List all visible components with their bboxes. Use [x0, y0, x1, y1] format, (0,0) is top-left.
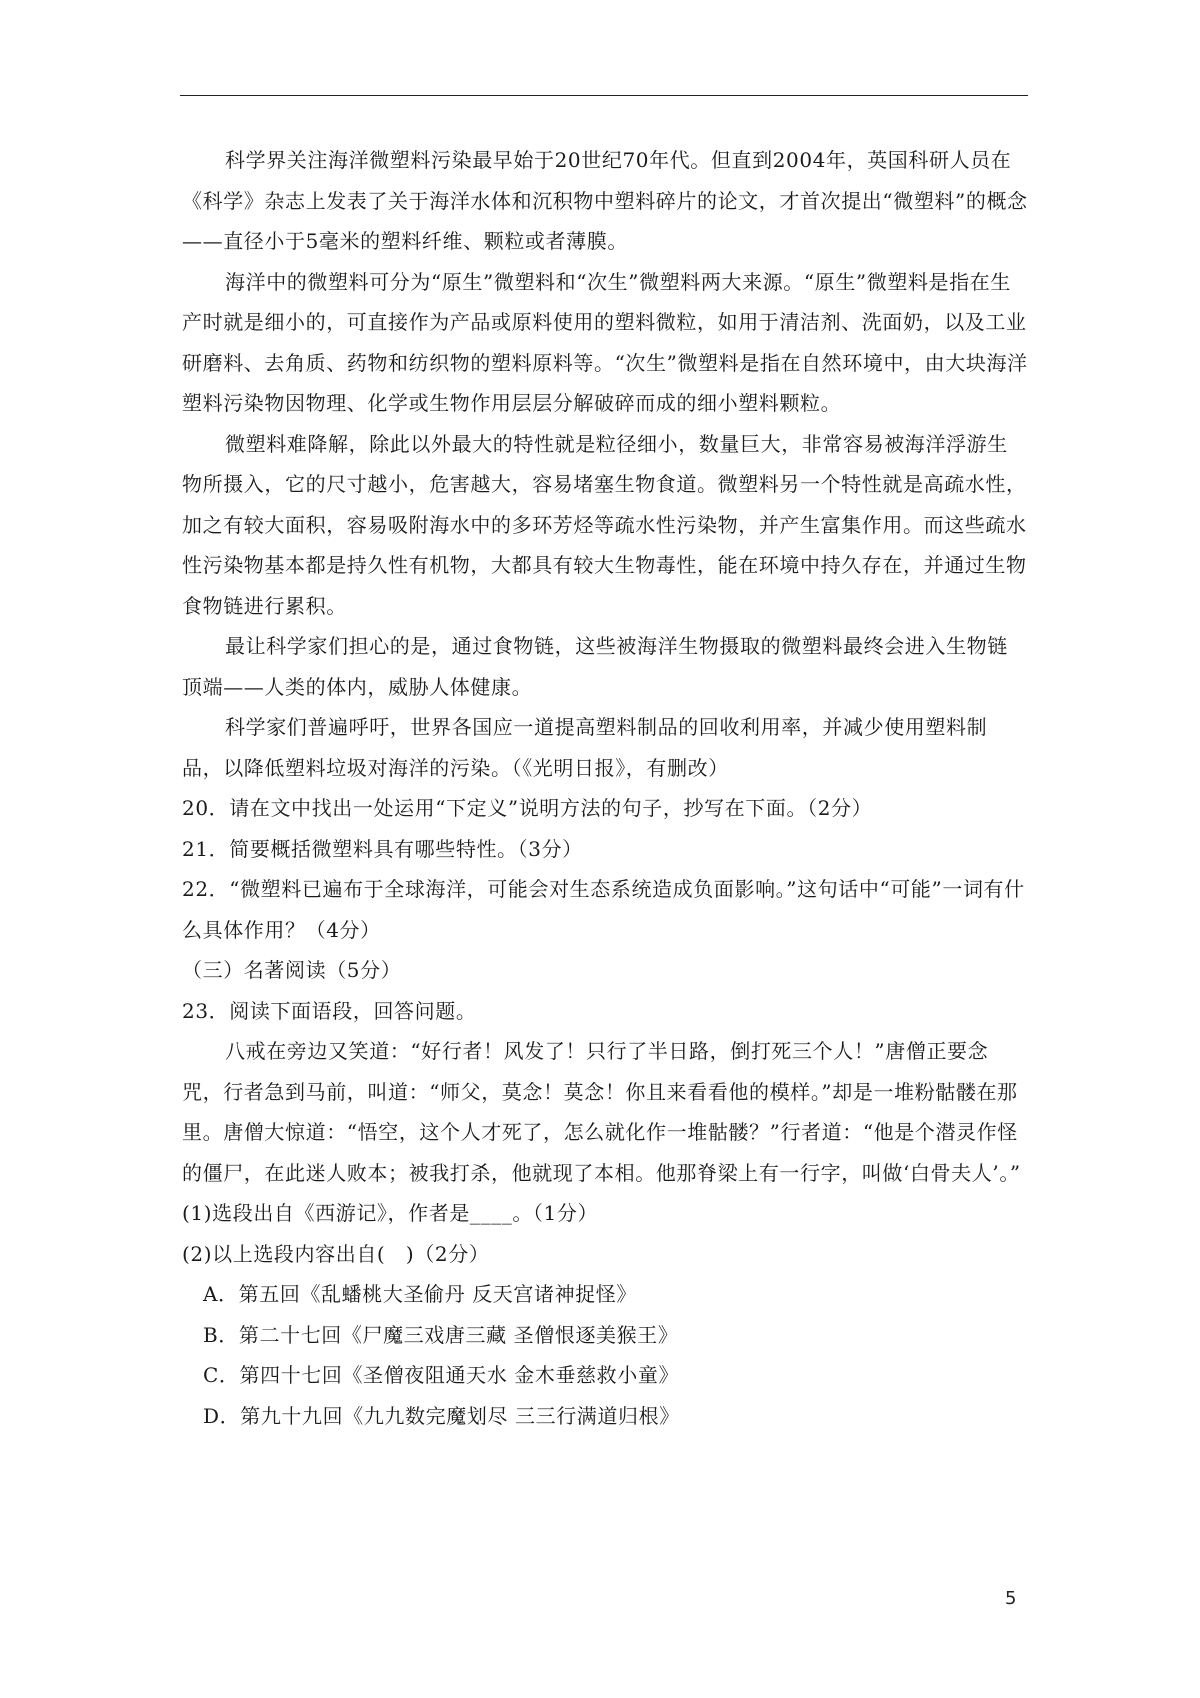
- page-content: [182, 140, 1028, 1436]
- question-22: 22．“微塑料已遍布于全球海洋，可能会对生态系统造成负面影响。”这句话中“可能”一词有什么具体作用？（4分）: [182, 877, 1025, 942]
- section-heading-classics: （三）名著阅读（5分）: [182, 958, 402, 982]
- option-b: B．第二十七回《尸魔三戏唐三藏 圣僧恨逐美猴王》: [203, 1322, 679, 1347]
- header-rule: [180, 95, 1028, 96]
- option-c: C．第四十七回《圣僧夜阻通天水 金木垂慈救小童》: [203, 1363, 680, 1387]
- classic-passage: 八戒在旁边又笑道：“好行者！风发了！只行了半日路，倒打死三个人！”唐僧正要念咒，行者急到马前，叫道：“师父，莫念！莫念！你且来看看他的模样。”却是一堆粉骷髅在那里。唐僧大惊道：“悟空，这个人才死了，怎么就化作一堆骷髅？”行者道：“他是个潜灵作怪的僵尸，在此迷人败本；被我打杀，他就现了本相。他那脊梁上有一行字，叫做‘白骨夫人’。”: [182, 1039, 1021, 1185]
- article-paragraph-1: 科学界关注海洋微塑料污染最早始于20世纪70年代。但直到2004年，英国科研人员在《科学》杂志上发表了关于海洋水体和沉积物中塑料碎片的论文，才首次提出“微塑料”的概念——直径小于5毫米的塑料纤维、颗粒或者薄膜。: [182, 148, 1028, 253]
- question-21: 21．简要概括微塑料具有哪些特性。（3分）: [182, 836, 583, 861]
- question-23: 23．阅读下面语段，回答问题。: [182, 998, 477, 1023]
- option-a: A．第五回《乱蟠桃大圣偷丹 反天宫诸神捉怪》: [203, 1282, 638, 1306]
- article-paragraph-2: 海洋中的微塑料可分为“原生”微塑料和“次生”微塑料两大来源。“原生”微塑料是指在生产时就是细小的，可直接作为产品或原料使用的塑料微粒，如用于清洁剂、洗面奶，以及工业研磨料、去角质、药物和纺织物的塑料原料等。“次生”微塑料是指在自然环境中，由大块海洋塑料污染物因物理、化学或生物作用层层分解破碎而成的细小塑料颗粒。: [182, 269, 1028, 415]
- sub-question-1: (1)选段出自《西游记》，作者是____。（1分）: [182, 1201, 599, 1225]
- option-d: D．第九十九回《九九数完魔划尽 三三行满道归根》: [203, 1403, 680, 1428]
- sub-question-2: (2)以上选段内容出自( )（2分）: [182, 1241, 490, 1266]
- question-20: 20．请在文中找出一处运用“下定义”说明方法的句子，抄写在下面。（2分）: [182, 796, 873, 820]
- page-number: 5: [1005, 1588, 1017, 1609]
- article-paragraph-5: 科学家们普遍呼吁，世界各国应一道提高塑料制品的回收利用率，并减少使用塑料制品，以降低塑料垃圾对海洋的污染。（《光明日报》，有删改）: [182, 715, 988, 780]
- article-paragraph-4: 最让科学家们担心的是，通过食物链，这些被海洋生物摄取的微塑料最终会进入生物链顶端——人类的体内，威胁人体健康。: [182, 634, 1008, 699]
- article-paragraph-3: 微塑料难降解，除此以外最大的特性就是粒径细小，数量巨大，非常容易被海洋浮游生物所摄入，它的尺寸越小，危害越大，容易堵塞生物食道。微塑料另一个特性就是高疏水性，加之有较大面积，容易吸附海水中的多环芳烃等疏水性污染物，并产生富集作用。而这些疏水性污染物基本都是持久性有机物，大都具有较大生物毒性，能在环境中持久存在，并通过生物食物链进行累积。: [182, 431, 1027, 618]
